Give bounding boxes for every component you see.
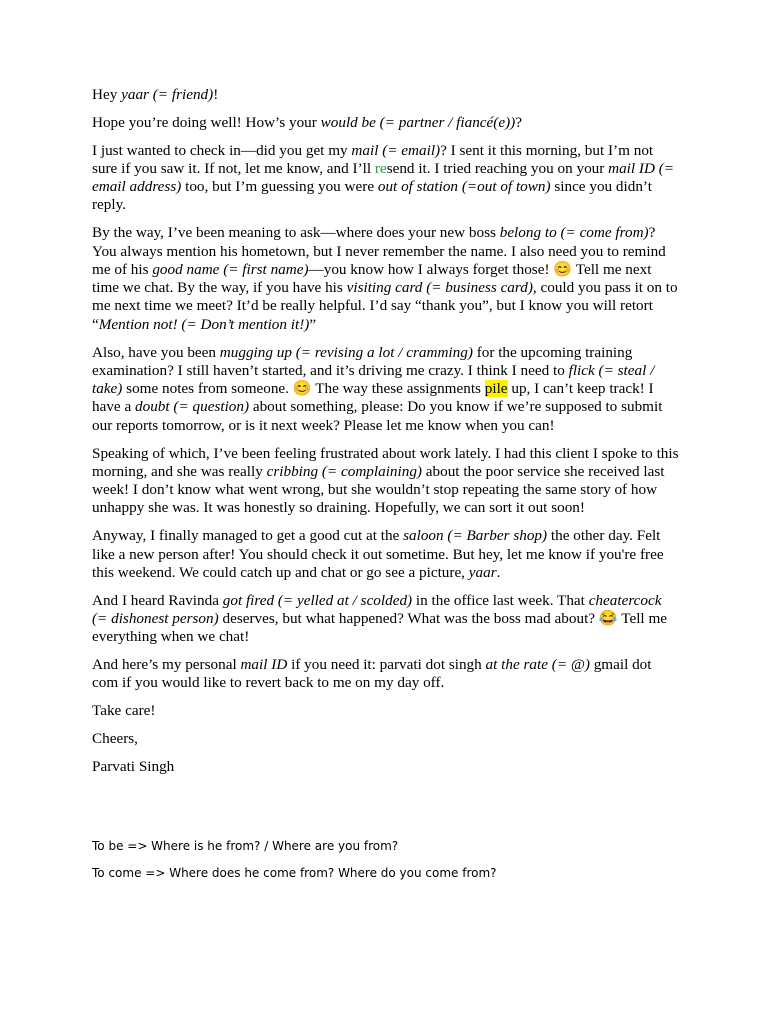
text: Speaking of which, I’ve been feeling frustrated about work lately. I had this client I spoke to this morning, and she was really [92, 444, 679, 480]
paragraph-5 [92, 445, 680, 518]
term: saloon (= Barber shop) [403, 527, 548, 545]
term: cribbing (= complaining) [266, 462, 422, 480]
text: up, I can’t keep track! I have a [92, 380, 654, 416]
letter-body [92, 86, 680, 786]
text: , could you pass it on to me next time we meet? It’d be really helpful. I’d say “thank you”, but I know you will retort “ [92, 279, 678, 333]
text: ? I sent it this morning, but I’m not sure if you saw it. If not, let me know, and I’ll [92, 141, 654, 177]
highlighted-word: pile [484, 380, 508, 398]
term: cheatercock (= dishonest person) [92, 591, 662, 627]
text: I just wanted to check in—did you get my [92, 141, 352, 159]
green-text: re [374, 159, 387, 177]
text: . [496, 563, 501, 581]
text: Also, have you been [92, 343, 220, 361]
term: good name (= first name) [152, 260, 309, 278]
text: the other day. Felt like a new person after! You should check it out sometime. But hey, let me know if you're free this weekend. We could catch up and chat or go see a picture, [92, 527, 664, 581]
closing-cheers: Cheers, [92, 729, 138, 747]
text: By the way, I’ve been meaning to ask—where does your new boss [92, 224, 500, 242]
term: Mention not! (= Don’t mention it!) [98, 315, 310, 333]
text: since you didn’t reply. [92, 178, 652, 214]
text: send it. I tried reaching you on your [386, 159, 609, 177]
text: some notes from someone. 😊 The way these assignments [122, 380, 485, 398]
closing-take-care: Take care! [92, 702, 156, 720]
term: at the rate (= @) [485, 656, 590, 674]
note-to-be: To be => Where is he from? / Where are you from? [92, 839, 399, 853]
text: Hope you’re doing well! How’s your [92, 113, 321, 131]
paragraph-7 [92, 592, 680, 647]
signature: Parvati Singh [92, 757, 175, 775]
text: for the upcoming training examination? I still haven’t started, and it’s driving me crazy. I think I need to [92, 343, 633, 379]
paragraph-6 [92, 527, 680, 582]
paragraph-3 [92, 224, 680, 334]
term: yaar [468, 563, 497, 581]
term: would be (= partner / fiancé(e)) [320, 113, 516, 131]
paragraph-1 [92, 114, 680, 132]
paragraph-8 [92, 656, 680, 693]
text: about the poor service she received last week! I don’t know what went wrong, but she wouldn’t stop repeating the same story of how unhappy she was. It was honestly so draining. Hopefully, we can sort it out soon! [92, 462, 665, 517]
term: got fired (= yelled at / scolded) [222, 591, 413, 609]
text: ” [309, 315, 317, 333]
term: yaar (= friend) [121, 86, 214, 103]
text: Hey [92, 86, 122, 103]
term: mail (= email) [351, 141, 441, 159]
text: ? [515, 113, 522, 131]
term: mugging up (= revising a lot / cramming) [219, 343, 473, 361]
term: belong to (= come from) [499, 224, 649, 242]
text: ! [213, 86, 219, 103]
term: mail ID (= email address) [92, 159, 675, 196]
grammar-notes [92, 838, 692, 892]
term: flick (= steal / take) [92, 361, 655, 398]
term: out of station (=out of town) [377, 178, 551, 196]
term: mail ID [240, 656, 288, 674]
text: Anyway, I finally managed to get a good cut at the [92, 527, 404, 545]
text: —you know how I always forget those! 😊 Tell me next time we chat. By the way, if you have his [92, 260, 652, 297]
paragraph-2 [92, 142, 680, 215]
paragraph-4 [92, 344, 680, 435]
text: ? You always mention his hometown, but I never remember the name. I also need you to remind me of his [92, 224, 666, 278]
text: too, but I’m guessing you were [181, 178, 378, 196]
text: And here’s my personal [92, 656, 241, 674]
text: in the office last week. That [412, 591, 589, 609]
text: gmail dot com if you would like to revert back to me on my day off. [92, 656, 652, 692]
greeting-paragraph [92, 86, 680, 104]
text: And I heard Ravinda [92, 591, 223, 609]
term: visiting card (= business card) [346, 279, 533, 297]
term: doubt (= question) [135, 398, 250, 416]
text: deserves, but what happened? What was the boss mad about? 😂 Tell me everything when we chat! [92, 609, 668, 646]
text: about something, please: Do you know if we’re supposed to submit our reports tomorrow, or is it next week? Please let me know when you can! [92, 398, 663, 434]
text: if you need it: parvati dot singh [287, 656, 486, 674]
note-to-come: To come => Where does he come from? Where do you come from? [92, 866, 497, 880]
